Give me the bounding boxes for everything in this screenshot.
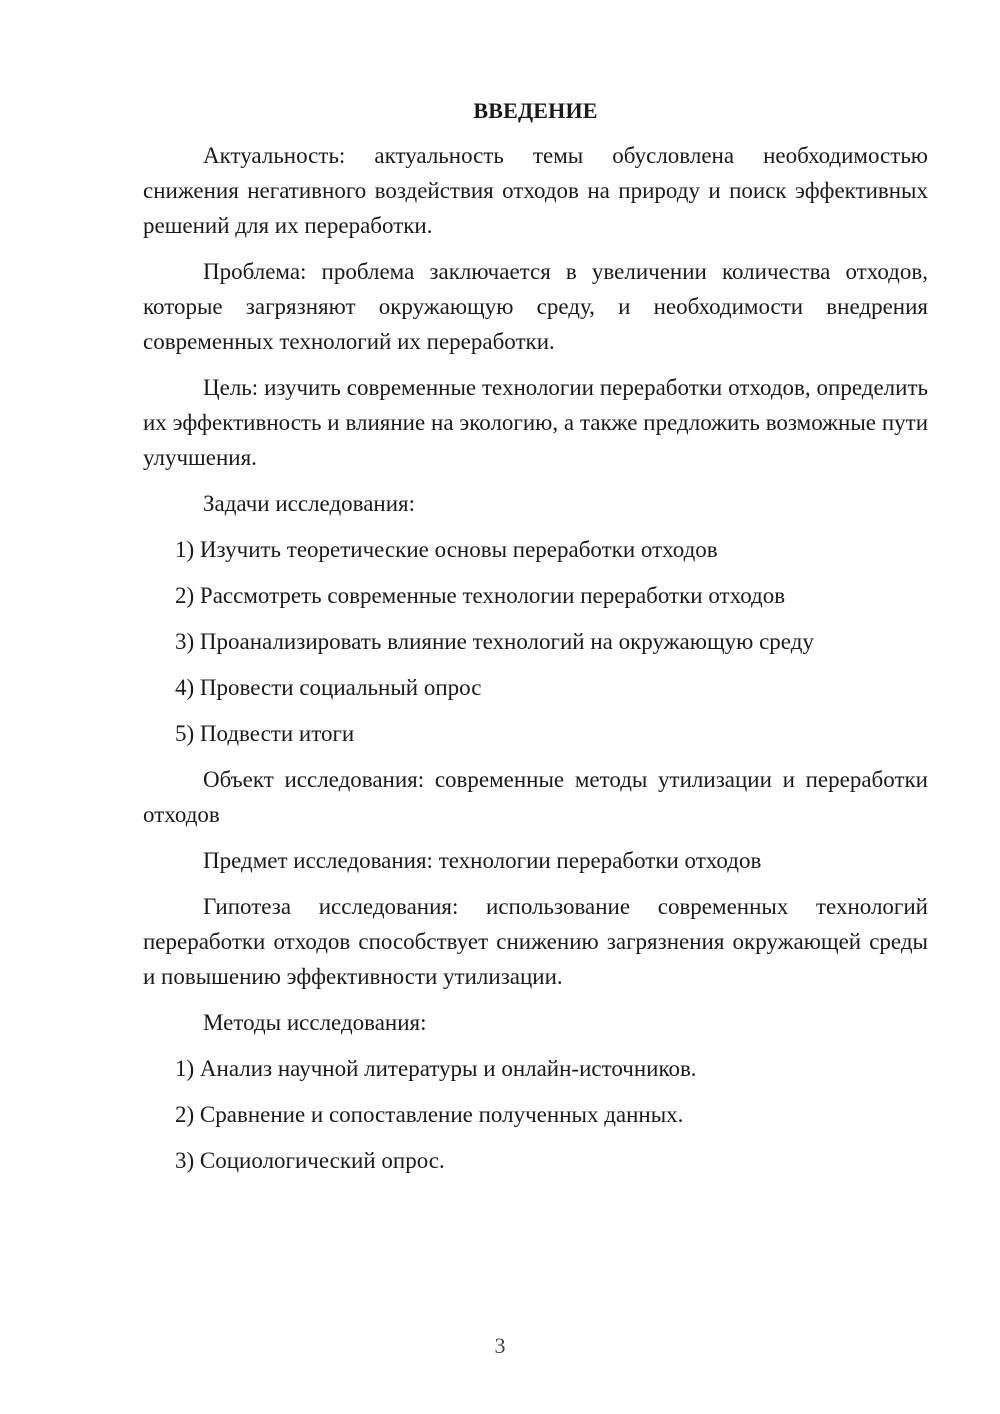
task-item: 1) Изучить теоретические основы переработки отходов — [175, 537, 718, 562]
page-number: 3 — [494, 1333, 506, 1358]
task-item: 3) Проанализировать влияние технологий на окружающую среду — [175, 629, 814, 654]
task-item: 2) Рассмотреть современные технологии переработки отходов — [175, 583, 786, 608]
methods-title: Методы исследования: — [203, 1010, 427, 1035]
method-item: 3) Социологический опрос. — [175, 1148, 445, 1173]
method-item: 2) Сравнение и сопоставление полученных данных. — [175, 1102, 684, 1127]
problem-paragraph: Проблема: проблема заключается в увеличении количества отходов, которые загрязняют окружающую среду, и необходимости внедрения современных технологий их переработки. — [143, 259, 928, 354]
hypothesis-paragraph: Гипотеза исследования: использование современных технологий переработки отходов способствует снижению загрязнения окружающей среды и повышению эффективности утилизации. — [143, 894, 928, 989]
relevance-paragraph: Актуальность: актуальность темы обусловлена необходимостью снижения негативного воздействия отходов на природу и поиск эффективных решений для их переработки. — [143, 143, 928, 238]
object-paragraph: Объект исследования: современные методы утилизации и переработки отходов — [143, 767, 928, 827]
task-item: 5) Подвести итоги — [175, 721, 355, 746]
tasks-title: Задачи исследования: — [203, 491, 416, 516]
goal-paragraph: Цель: изучить современные технологии переработки отходов, определить их эффективность и влияние на экологию, а также предложить возможные пути улучшения. — [143, 375, 928, 470]
page-content — [143, 96, 928, 1189]
section-heading: ВВЕДЕНИЕ — [473, 98, 598, 123]
subject-paragraph: Предмет исследования: технологии переработки отходов — [203, 848, 762, 873]
task-item: 4) Провести социальный опрос — [175, 675, 482, 700]
method-item: 1) Анализ научной литературы и онлайн-источников. — [175, 1056, 697, 1081]
